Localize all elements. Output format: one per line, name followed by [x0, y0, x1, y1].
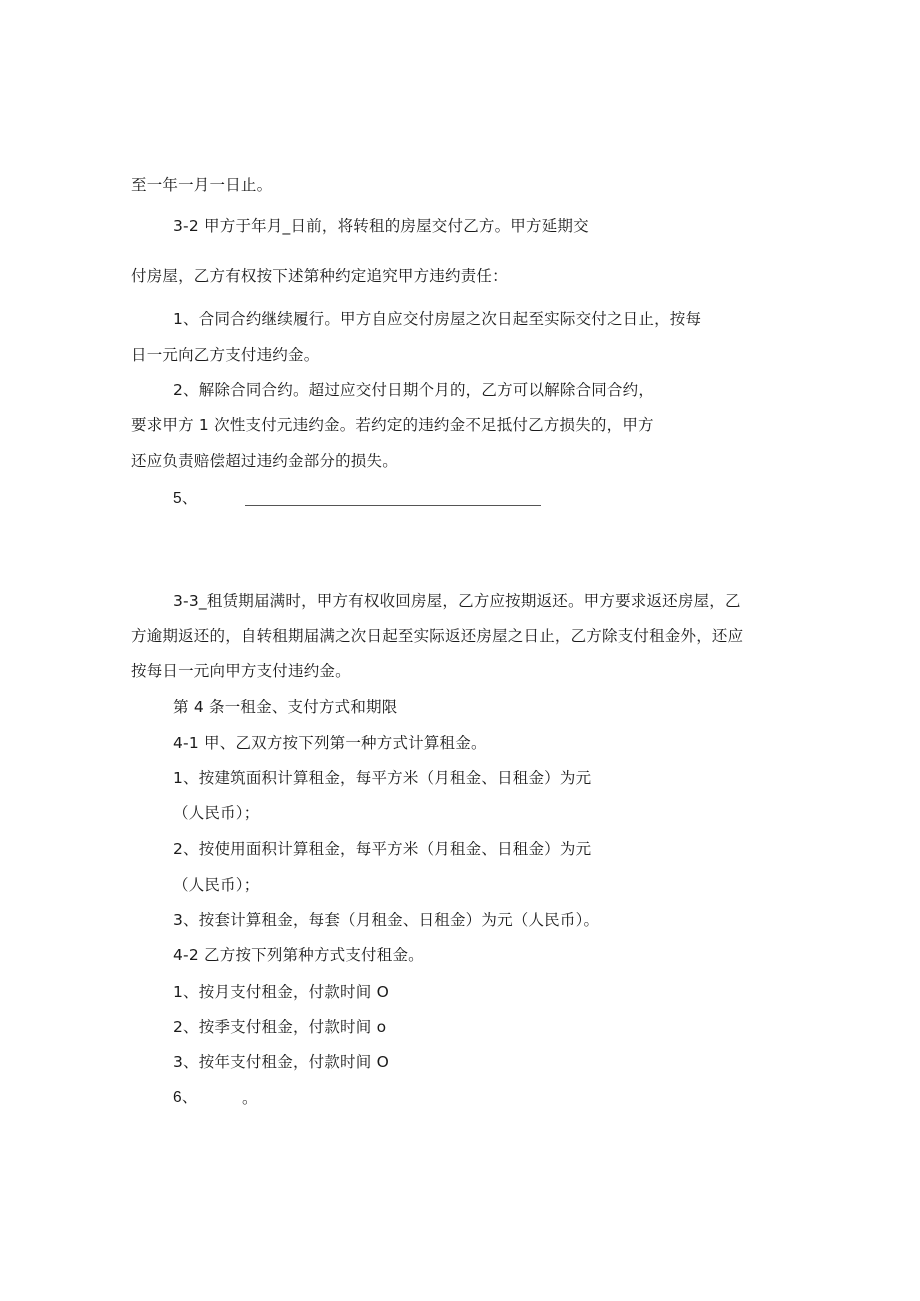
clause-4-1: 4-1 甲、乙双方按下列第一种方式计算租金。 [173, 734, 487, 752]
clause-3-3-line-3: 按每日一元向甲方支付违约金。 [131, 662, 351, 680]
option-1-line-2: （人民币）； [173, 804, 260, 822]
option-2-line-2: （人民币）； [173, 876, 260, 894]
item-6-period: 。 [242, 1089, 258, 1107]
clause-3-3-line-1: 3-3_租赁期届满时，甲方有权收回房屋，乙方应按期返还。甲方要求返还房屋，乙 [173, 592, 741, 610]
option-3: 3、按套计算租金，每套（月租金、日租金）为元（人民币）。 [173, 911, 600, 929]
article-4-heading: 第 4 条一租金、支付方式和期限 [173, 698, 398, 716]
option-1-line-1: 1、按建筑面积计算租金，每平方米（月租金、日租金）为元 [173, 769, 592, 787]
item-2-line-3: 还应负责赔偿超过违约金部分的损失。 [131, 452, 398, 470]
item-1-line-1: 1、合同合约继续履行。甲方自应交付房屋之次日起至实际交付之日止，按每 [173, 310, 702, 328]
clause-3-2-line-2: 付房屋，乙方有权按下述第种约定追究甲方违约责任： [131, 267, 508, 285]
option-2-line-1: 2、按使用面积计算租金，每平方米（月租金、日租金）为元 [173, 840, 592, 858]
payment-quarterly: 2、按季支付租金，付款时间 o [173, 1018, 387, 1036]
payment-yearly: 3、按年支付租金，付款时间 O [173, 1053, 389, 1071]
item-2-line-1: 2、解除合同合约。超过应交付日期个月的，乙方可以解除合同合约， [173, 381, 655, 399]
text-line-1: 至一年一月一日止。 [131, 176, 273, 194]
clause-4-2: 4-2 乙方按下列第种方式支付租金。 [173, 946, 424, 964]
clause-3-3-line-2: 方逾期返还的，自转租期届满之次日起至实际返还房屋之日止，乙方除支付租金外，还应 [131, 627, 744, 645]
blank-fill-line [245, 505, 541, 506]
clause-3-2-line-1: 3-2 甲方于年月_日前，将转租的房屋交付乙方。甲方延期交 [173, 217, 589, 235]
item-6-label: 6、 [173, 1089, 198, 1106]
item-5-label: 5、 [173, 490, 198, 507]
item-1-line-2: 日一元向乙方支付违约金。 [131, 346, 320, 364]
item-2-line-2: 要求甲方 1 次性支付元违约金。若约定的违约金不足抵付乙方损失的，甲方 [131, 416, 654, 434]
payment-monthly: 1、按月支付租金，付款时间 O [173, 983, 389, 1001]
